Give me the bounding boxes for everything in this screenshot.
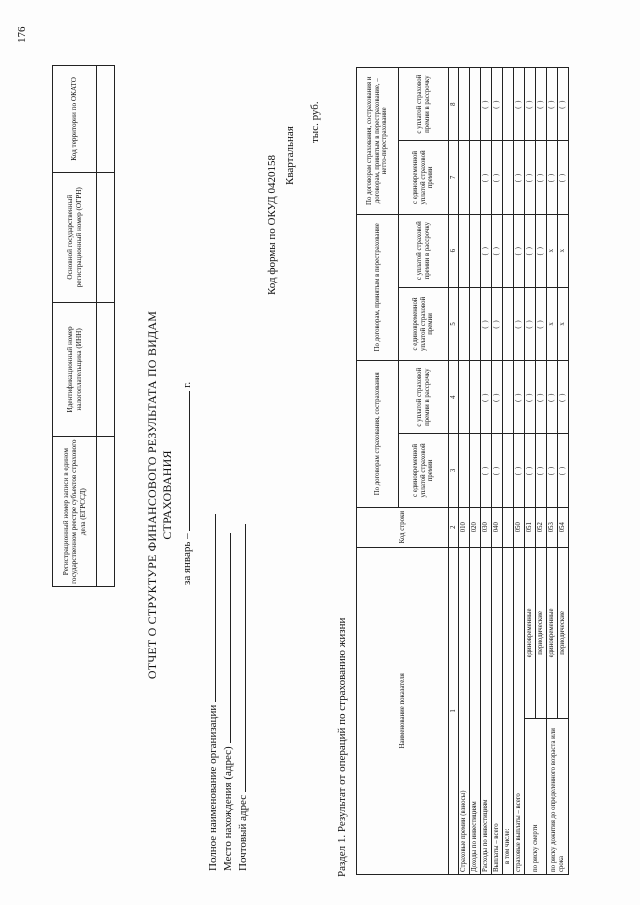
report-period xyxy=(180,382,193,585)
value-cell[interactable]: ( ) xyxy=(481,361,492,434)
period-prefix: за январь – xyxy=(181,533,193,585)
value-cell[interactable] xyxy=(470,361,481,434)
value-cell[interactable]: ( ) xyxy=(481,214,492,287)
registration-table xyxy=(52,65,115,587)
group1-header: По договорам страхования, сострахования xyxy=(357,361,399,508)
value-cell[interactable]: ( ) xyxy=(547,361,558,434)
row-code: 040 xyxy=(492,507,503,547)
col-name-header: Наименование показателя xyxy=(357,547,449,874)
value-cell[interactable] xyxy=(459,287,470,360)
value-cell[interactable]: ( ) xyxy=(536,214,547,287)
value-cell-crossed: x xyxy=(547,214,558,287)
row-label: Расходы по инвестициям xyxy=(481,547,492,874)
value-cell xyxy=(503,68,514,141)
reg-header-egrssd: Регистрационный номер записи в едином государственном реестре субъектов страхового дела (ЕГРССД) xyxy=(53,437,97,587)
org-address-line xyxy=(222,533,234,871)
org-name-label: Полное наименование организации xyxy=(207,704,219,871)
row-sublabel: периодические xyxy=(558,547,569,718)
value-cell[interactable]: ( ) xyxy=(558,434,569,507)
row-code: 010 xyxy=(459,507,470,547)
value-cell[interactable]: ( ) xyxy=(514,141,525,214)
value-cell-crossed: x xyxy=(547,287,558,360)
col-number: 6 xyxy=(449,214,459,287)
period-suffix: г. xyxy=(181,381,193,388)
value-cell xyxy=(503,141,514,214)
value-cell[interactable]: ( ) xyxy=(514,434,525,507)
org-address-label: Место нахождения (адрес) xyxy=(222,746,234,871)
row-label: Выплаты – всего xyxy=(492,547,503,874)
reg-value-inn[interactable] xyxy=(97,302,115,437)
org-postal-line xyxy=(237,524,249,871)
value-cell[interactable]: ( ) xyxy=(547,68,558,141)
value-cell[interactable] xyxy=(459,141,470,214)
results-table xyxy=(356,67,569,875)
value-cell[interactable]: ( ) xyxy=(514,361,525,434)
value-cell[interactable]: ( ) xyxy=(492,287,503,360)
row-code: 052 xyxy=(536,507,547,547)
row-code: 020 xyxy=(470,507,481,547)
value-cell[interactable]: ( ) xyxy=(492,141,503,214)
value-cell[interactable] xyxy=(470,287,481,360)
value-cell[interactable]: ( ) xyxy=(536,287,547,360)
group3-header: По договорам страхования, сострахования и договорам, принятым в перестрахование, – нетто-перестрахование xyxy=(357,68,399,215)
section-title: Раздел 1. Результат от операций по страхованию жизни xyxy=(336,617,348,877)
col-number: 7 xyxy=(449,141,459,214)
value-cell[interactable]: ( ) xyxy=(536,434,547,507)
value-cell[interactable]: ( ) xyxy=(525,141,536,214)
row-code: 030 xyxy=(481,507,492,547)
reg-value-ogrn[interactable] xyxy=(97,172,115,302)
table-row xyxy=(492,68,503,875)
value-cell[interactable]: ( ) xyxy=(525,361,536,434)
value-cell[interactable] xyxy=(470,141,481,214)
value-cell[interactable]: ( ) xyxy=(525,214,536,287)
value-cell[interactable] xyxy=(470,434,481,507)
value-cell[interactable]: ( ) xyxy=(536,141,547,214)
col-number: 8 xyxy=(449,68,459,141)
row-code: 050 xyxy=(514,507,525,547)
table-row xyxy=(525,68,536,875)
value-cell[interactable]: ( ) xyxy=(558,141,569,214)
col-number: 1 xyxy=(449,547,459,874)
value-cell[interactable] xyxy=(459,214,470,287)
value-cell xyxy=(503,287,514,360)
row-label: по риску дожития до определенного возраста или срока xyxy=(547,719,569,875)
row-sublabel: периодические xyxy=(536,547,547,718)
table-row xyxy=(547,68,558,875)
value-cell-crossed: x xyxy=(558,214,569,287)
value-cell xyxy=(503,361,514,434)
row-code: 053 xyxy=(547,507,558,547)
value-cell[interactable]: ( ) xyxy=(558,361,569,434)
value-cell[interactable]: ( ) xyxy=(492,361,503,434)
form-code: Код формы по ОКУД 0420158 xyxy=(266,154,278,295)
g1-install-header: с уплатой страховой премии в рассрочку xyxy=(399,361,449,434)
org-postal-field[interactable] xyxy=(237,524,246,792)
units: тыс. руб. xyxy=(309,101,321,143)
org-name-line xyxy=(207,514,219,871)
col-code-header: Код строки xyxy=(357,507,449,547)
value-cell[interactable]: ( ) xyxy=(481,434,492,507)
table-row xyxy=(503,68,514,875)
reg-header-inn: Идентификационный номер налогоплательщика (ИНН) xyxy=(53,302,97,437)
value-cell-crossed: x xyxy=(558,287,569,360)
reg-value-okato[interactable] xyxy=(97,66,115,173)
reg-value-egrssd[interactable] xyxy=(97,437,115,587)
table-row xyxy=(514,68,525,875)
col-number: 2 xyxy=(449,507,459,547)
row-label: Страховые премии (взносы) xyxy=(459,547,470,874)
org-postal-label: Почтовый адрес xyxy=(237,794,249,871)
value-cell[interactable]: ( ) xyxy=(481,287,492,360)
value-cell[interactable]: ( ) xyxy=(547,434,558,507)
reg-header-ogrn: Основной государственный регистрационный номер (ОГРН) xyxy=(53,172,97,302)
org-name-field[interactable] xyxy=(207,514,216,702)
value-cell[interactable]: ( ) xyxy=(547,141,558,214)
g3-install-header: с уплатой страховой премии в рассрочку xyxy=(399,68,449,141)
value-cell[interactable]: ( ) xyxy=(492,434,503,507)
value-cell xyxy=(503,214,514,287)
value-cell[interactable]: ( ) xyxy=(492,68,503,141)
value-cell[interactable] xyxy=(459,434,470,507)
col-number: 3 xyxy=(449,434,459,507)
value-cell[interactable] xyxy=(459,361,470,434)
row-code: 054 xyxy=(558,507,569,547)
table-row xyxy=(481,68,492,875)
value-cell[interactable]: ( ) xyxy=(536,68,547,141)
col-number: 5 xyxy=(449,287,459,360)
value-cell xyxy=(503,434,514,507)
g2-install-header: с уплатой страховой премии в рассрочку xyxy=(399,214,449,287)
value-cell[interactable]: ( ) xyxy=(481,141,492,214)
value-cell[interactable]: ( ) xyxy=(481,68,492,141)
col-number: 4 xyxy=(449,361,459,434)
value-cell[interactable]: ( ) xyxy=(525,287,536,360)
period-year-field[interactable] xyxy=(180,391,190,531)
row-code xyxy=(503,507,514,547)
value-cell[interactable]: ( ) xyxy=(514,287,525,360)
reg-header-okato: Код территории по ОКАТО xyxy=(53,66,97,173)
g1-single-header: с единовременной уплатой страховой премии xyxy=(399,434,449,507)
report-title: ОТЧЕТ О СТРУКТУРЕ ФИНАНСОВОГО РЕЗУЛЬТАТА ПО ВИДАМ СТРАХОВАНИЯ xyxy=(145,310,174,680)
row-sublabel: единовременные xyxy=(525,547,536,718)
org-address-field[interactable] xyxy=(222,533,231,743)
value-cell[interactable]: ( ) xyxy=(525,68,536,141)
g3-single-header: с единовременной уплатой страховой премии xyxy=(399,141,449,214)
value-cell[interactable]: ( ) xyxy=(492,214,503,287)
group2-header: По договорам, принятым в перестрахование xyxy=(357,214,399,361)
value-cell[interactable]: ( ) xyxy=(514,214,525,287)
row-sublabel: единовременные xyxy=(547,547,558,718)
row-label: Доходы по инвестициям xyxy=(470,547,481,874)
periodicity: Квартальная xyxy=(284,126,296,185)
row-label: по риску смерти xyxy=(525,719,547,875)
value-cell[interactable] xyxy=(470,214,481,287)
value-cell[interactable]: ( ) xyxy=(536,361,547,434)
value-cell[interactable]: ( ) xyxy=(525,434,536,507)
value-cell[interactable]: ( ) xyxy=(514,68,525,141)
g2-single-header: с единовременной уплатой страховой премии xyxy=(399,287,449,360)
row-code: 051 xyxy=(525,507,536,547)
value-cell[interactable] xyxy=(459,68,470,141)
row-label: страховые выплаты – всего xyxy=(514,547,525,874)
value-cell[interactable] xyxy=(470,68,481,141)
table-row xyxy=(470,68,481,875)
value-cell[interactable]: ( ) xyxy=(558,68,569,141)
row-label: в том числе: xyxy=(503,547,514,874)
table-row xyxy=(459,68,470,875)
page-number: 176 xyxy=(16,26,28,43)
